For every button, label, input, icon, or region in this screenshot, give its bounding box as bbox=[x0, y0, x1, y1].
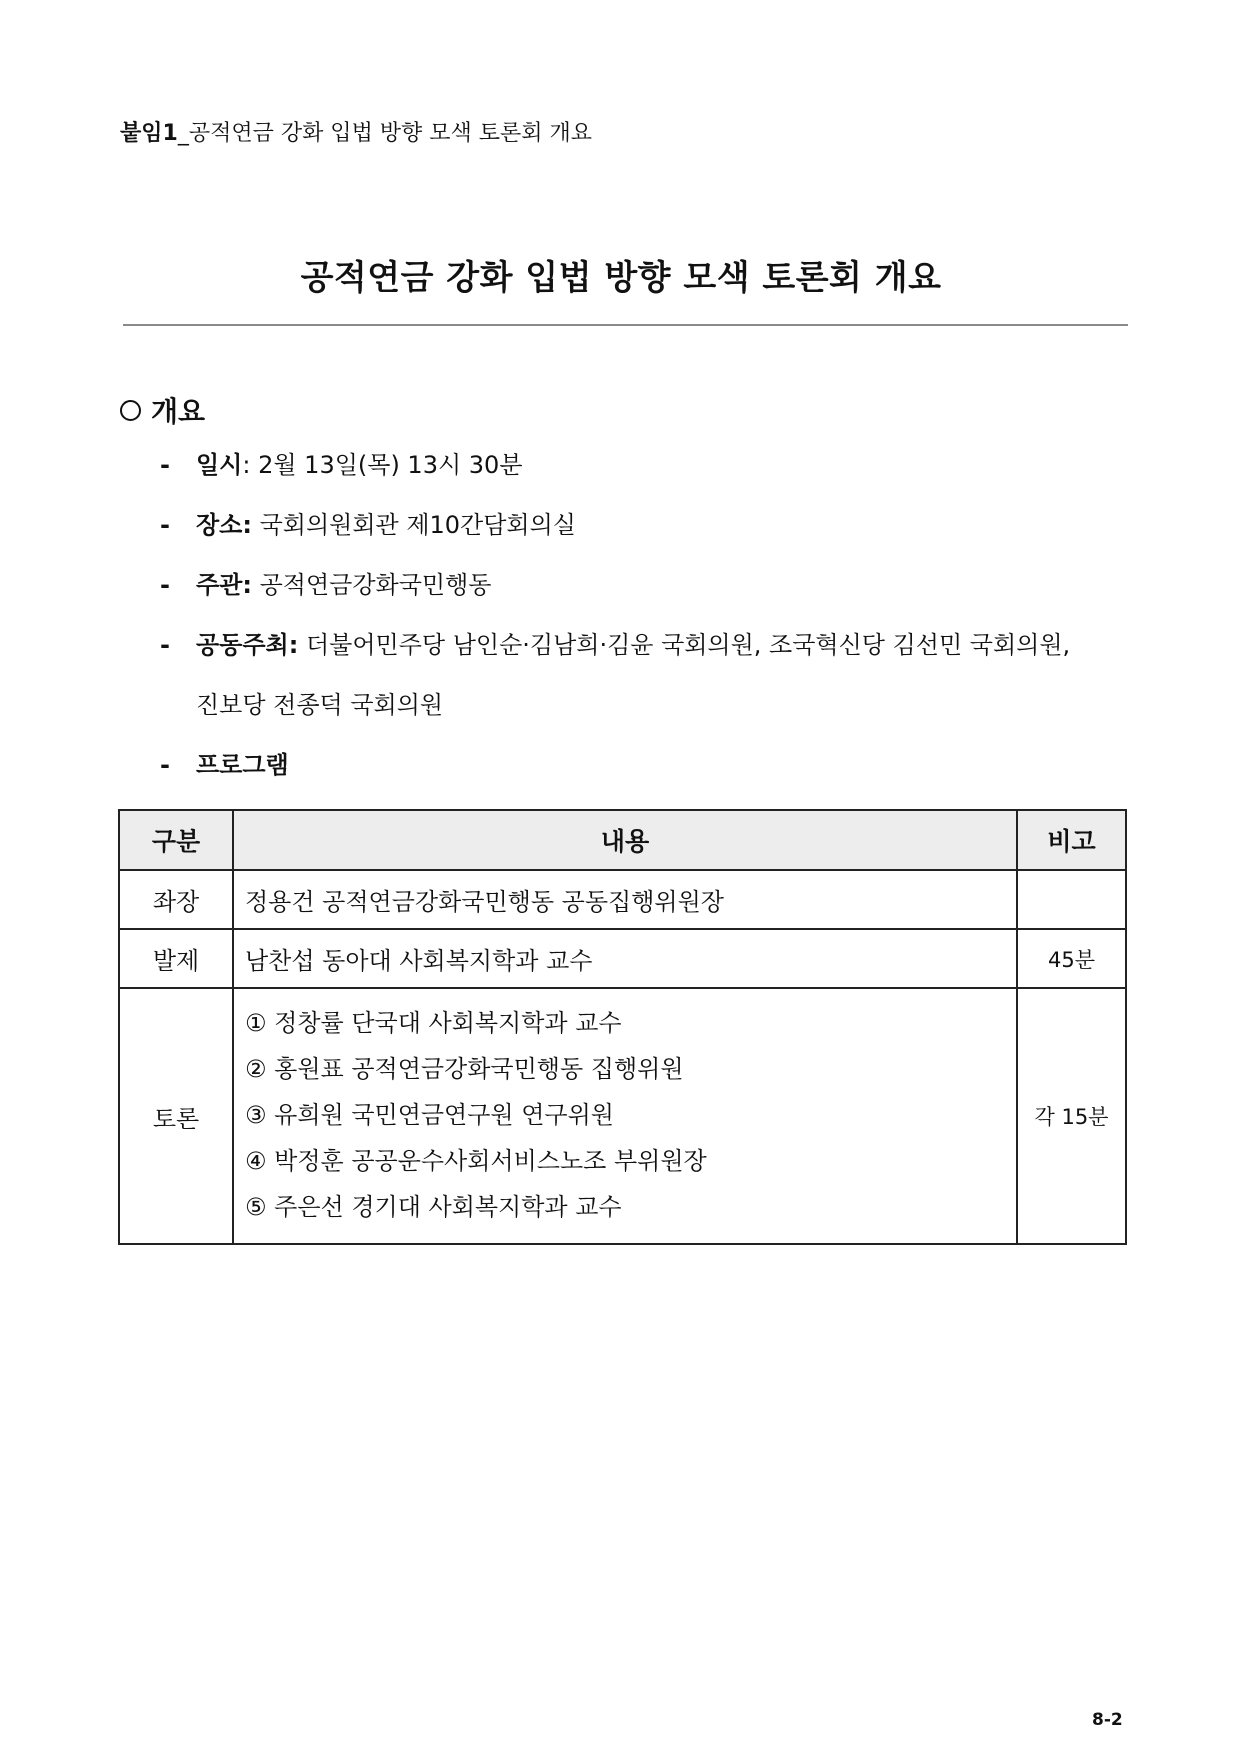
list-item: ⑤ 주은선 경기대 사회복지학과 교수 bbox=[245, 1193, 622, 1221]
bullet-value: 더불어민주당 남인순·김남희·김윤 국회의원, 조국혁신당 김선민 국회의원, bbox=[298, 631, 1071, 659]
dash-icon: - bbox=[160, 751, 170, 779]
table-row bbox=[119, 870, 1126, 929]
header-category: 구분 bbox=[119, 810, 233, 870]
title-divider bbox=[123, 324, 1128, 326]
row-note: 각 15분 bbox=[1017, 988, 1126, 1244]
row-content bbox=[233, 988, 1017, 1244]
row-content: 남찬섭 동아대 사회복지학과 교수 bbox=[233, 929, 1017, 988]
document-title: 공적연금 강화 입법 방향 모색 토론회 개요 bbox=[300, 258, 942, 298]
attachment-label: 붙임1 bbox=[120, 121, 178, 146]
bullet-program bbox=[160, 745, 289, 780]
panelist-list bbox=[245, 990, 1015, 1242]
page-number: 8-2 bbox=[1092, 1710, 1123, 1730]
bullet-co-hosts-continuation: 진보당 전종덕 국회의원 bbox=[196, 691, 444, 719]
bullet-value: 국회의원회관 제10간담회의실 bbox=[251, 511, 576, 539]
bullet-organizer bbox=[160, 565, 491, 600]
row-content: 정용건 공적연금강화국민행동 공동집행위원장 bbox=[233, 870, 1017, 929]
list-item: ① 정창률 단국대 사회복지학과 교수 bbox=[245, 1009, 622, 1037]
list-item: ④ 박정훈 공공운수사회서비스노조 부위원장 bbox=[245, 1147, 707, 1175]
dash-icon: - bbox=[160, 511, 170, 539]
row-category: 발제 bbox=[119, 929, 233, 988]
list-item: ③ 유희원 국민연금연구원 연구위원 bbox=[245, 1101, 614, 1129]
header-note: 비고 bbox=[1017, 810, 1126, 870]
program-table bbox=[118, 809, 1127, 1245]
bullet-venue bbox=[160, 505, 576, 540]
bullet-date bbox=[160, 445, 523, 480]
bullet-value: : 2월 13일(목) 13시 30분 bbox=[242, 451, 523, 479]
row-category: 토론 bbox=[119, 988, 233, 1244]
header-content: 내용 bbox=[233, 810, 1017, 870]
dash-icon: - bbox=[160, 571, 170, 599]
section-heading bbox=[120, 390, 205, 430]
bullet-label: 장소: bbox=[196, 511, 252, 539]
bullet-label: 주관: bbox=[196, 571, 252, 599]
dash-icon: - bbox=[160, 451, 170, 479]
bullet-label: 일시 bbox=[196, 451, 243, 479]
row-category: 좌장 bbox=[119, 870, 233, 929]
attachment-text: _공적연금 강화 입법 방향 모색 토론회 개요 bbox=[177, 121, 593, 146]
bullet-value: 공적연금강화국민행동 bbox=[251, 571, 492, 599]
bullet-co-hosts bbox=[160, 625, 1070, 660]
bullet-label: 프로그램 bbox=[196, 751, 289, 779]
bullet-label: 공동주최: bbox=[196, 631, 299, 659]
table-row bbox=[119, 929, 1126, 988]
attachment-header bbox=[120, 116, 592, 147]
section-heading-text: 개요 bbox=[151, 395, 206, 428]
circle-bullet-icon bbox=[120, 400, 141, 421]
list-item: ② 홍원표 공적연금강화국민행동 집행위원 bbox=[245, 1055, 684, 1083]
dash-icon: - bbox=[160, 631, 170, 659]
row-note: 45분 bbox=[1017, 929, 1126, 988]
table-header-row bbox=[119, 810, 1126, 870]
row-note bbox=[1017, 870, 1126, 929]
table-row bbox=[119, 988, 1126, 1244]
